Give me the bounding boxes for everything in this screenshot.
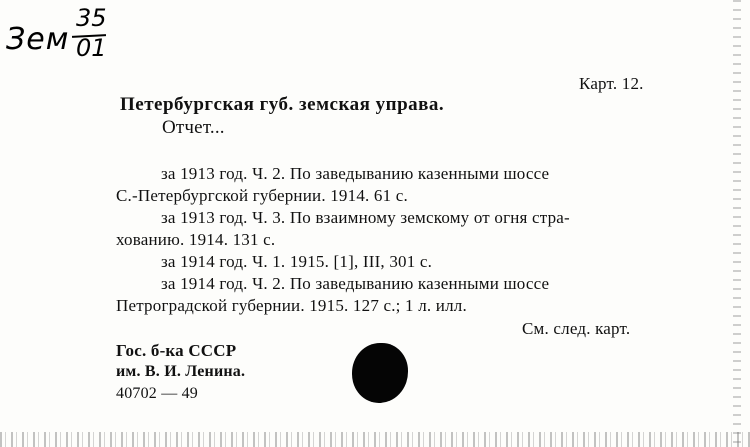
library-name: Гос. б-ка СССР	[116, 341, 237, 360]
library-dedication: им. В. И. Ленина.	[116, 363, 246, 380]
handwritten-prefix: Зем	[6, 22, 70, 57]
scan-edge-right	[733, 0, 741, 447]
heading-subtitle: Отчет...	[162, 117, 225, 138]
entry-line: за 1914 год. Ч. 2. По заведыванию казенными шоссе	[161, 274, 550, 293]
entry-line: за 1914 год. Ч. 1. 1915. [1], III, 301 с.	[161, 252, 433, 271]
entry-line: хованию. 1914. 131 с.	[116, 230, 276, 249]
handwritten-denominator: 01	[76, 34, 107, 62]
scan-edge-bottom	[0, 432, 750, 447]
entry-line: за 1913 год. Ч. 3. По взаимному земскому от огня стра-	[161, 208, 570, 227]
ink-blot	[352, 343, 408, 403]
entry-line: за 1913 год. Ч. 2. По заведыванию казенными шоссе	[161, 164, 550, 183]
handwritten-numerator: 35	[76, 4, 107, 32]
card-number: Карт. 12.	[579, 74, 644, 93]
entry-line: Петроградской губернии. 1915. 127 с.; 1 л. илл.	[116, 296, 467, 315]
entry-line: С.-Петербургской губернии. 1914. 61 с.	[116, 186, 408, 205]
library-stamp-number: 40702 — 49	[116, 385, 198, 402]
continuation-note: См. след. карт.	[522, 319, 631, 338]
heading-title: Петербургская губ. земская управа.	[120, 94, 445, 115]
